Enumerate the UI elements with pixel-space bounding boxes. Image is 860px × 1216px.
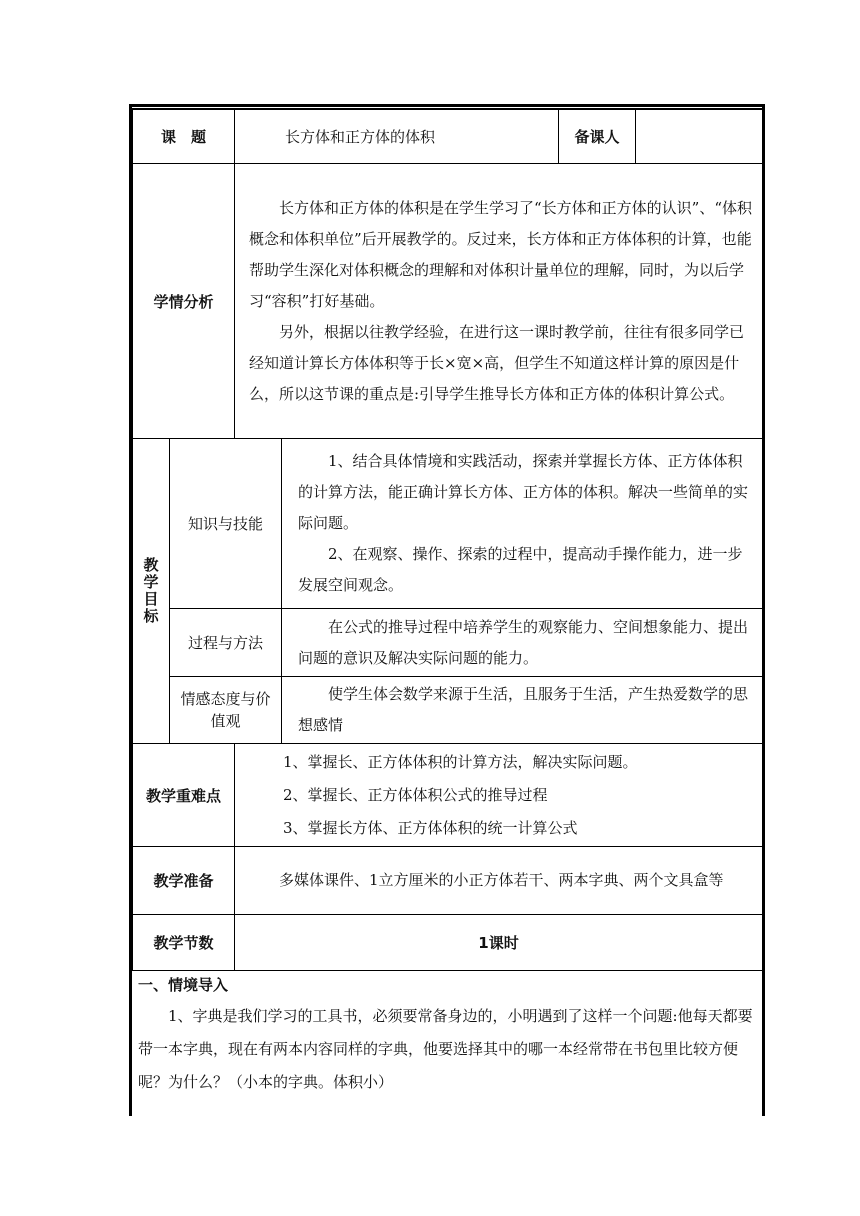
intro-section — [138, 970, 760, 1099]
topic-label: 课 题 — [133, 110, 235, 164]
key-point-item: 2、掌握长、正方体体积公式的推导过程 — [283, 785, 548, 804]
goal-knowledge-row — [133, 439, 763, 609]
process-label: 过程与方法 — [170, 609, 282, 677]
key-points-row — [133, 744, 763, 847]
goals-label-cell — [133, 439, 170, 744]
process-text: 在公式的推导过程中培养学生的观察能力、空间想象能力、提出问题的意识及解决实际问题的能力。 — [298, 617, 749, 667]
periods-value: 1课时 — [235, 915, 763, 971]
preparation-label: 教学准备 — [133, 847, 235, 915]
analysis-paragraph-2: 另外，根据以往教学经验，在进行这一课时教学前，往往有很多同学已经知道计算长方体体积等于长×宽×高，但学生不知道这样计算的原因是什么，所以这节课的重点是:引导学生推导长方体和正方体的体积计算公式。 — [249, 322, 745, 403]
knowledge-paragraph-1: 1、结合具体情境和实践活动，探索并掌握长方体、正方体体积的计算方法，能正确计算长方体、正方体的体积。解决一些简单的实际问题。 — [298, 452, 749, 532]
goal-process-row — [133, 609, 763, 677]
intro-text: 1、字典是我们学习的工具书，必须要常备身边的，小明遇到了这样一个问题:他每天都要带一本字典，现在有两本内容同样的字典，他要选择其中的哪一本经常带在书包里比较方便呢？为什么？（小本的字典。体积小） — [138, 1007, 753, 1091]
knowledge-paragraph-2: 2、在观察、操作、探索的过程中，提高动手操作能力，进一步发展空间观念。 — [298, 545, 743, 594]
topic-value: 长方体和正方体的体积 — [235, 110, 559, 164]
knowledge-label: 知识与技能 — [170, 439, 282, 609]
preparation-row — [133, 847, 763, 915]
emotion-label: 情感态度与价值观 — [170, 677, 282, 744]
header-row — [133, 110, 763, 164]
key-point-item: 1、掌握长、正方体体积的计算方法，解决实际问题。 — [283, 752, 638, 771]
key-points-label: 教学重难点 — [133, 744, 235, 847]
lesson-plan-table — [132, 109, 763, 971]
goals-label: 教学目标 — [141, 557, 160, 625]
analysis-label: 学情分析 — [133, 164, 235, 439]
analysis-row — [133, 164, 763, 439]
goal-emotion-row — [133, 677, 763, 744]
key-point-item: 3、掌握长方体、正方体体积的统一计算公式 — [283, 818, 578, 837]
periods-row — [133, 915, 763, 971]
emotion-text: 使学生体会数学来源于生活，且服务于生活，产生热爱数学的思想感情 — [298, 685, 749, 734]
preparer-label: 备课人 — [559, 110, 636, 164]
intro-title: 一、情境导入 — [138, 976, 229, 994]
analysis-paragraph-1: 长方体和正方体的体积是在学生学习了“长方体和正方体的认识”、“体积概念和体积单位”后开展教学的。反过来，长方体和正方体体积的计算，也能帮助学生深化对体积概念的理解和对体积计量单位的理解，同时，为以后学习“容积”打好基础。 — [249, 198, 753, 310]
preparation-text: 多媒体课件、1立方厘米的小正方体若干、两本字典、两个文具盒等 — [279, 871, 724, 889]
preparer-value — [636, 110, 763, 164]
periods-label: 教学节数 — [133, 915, 235, 971]
